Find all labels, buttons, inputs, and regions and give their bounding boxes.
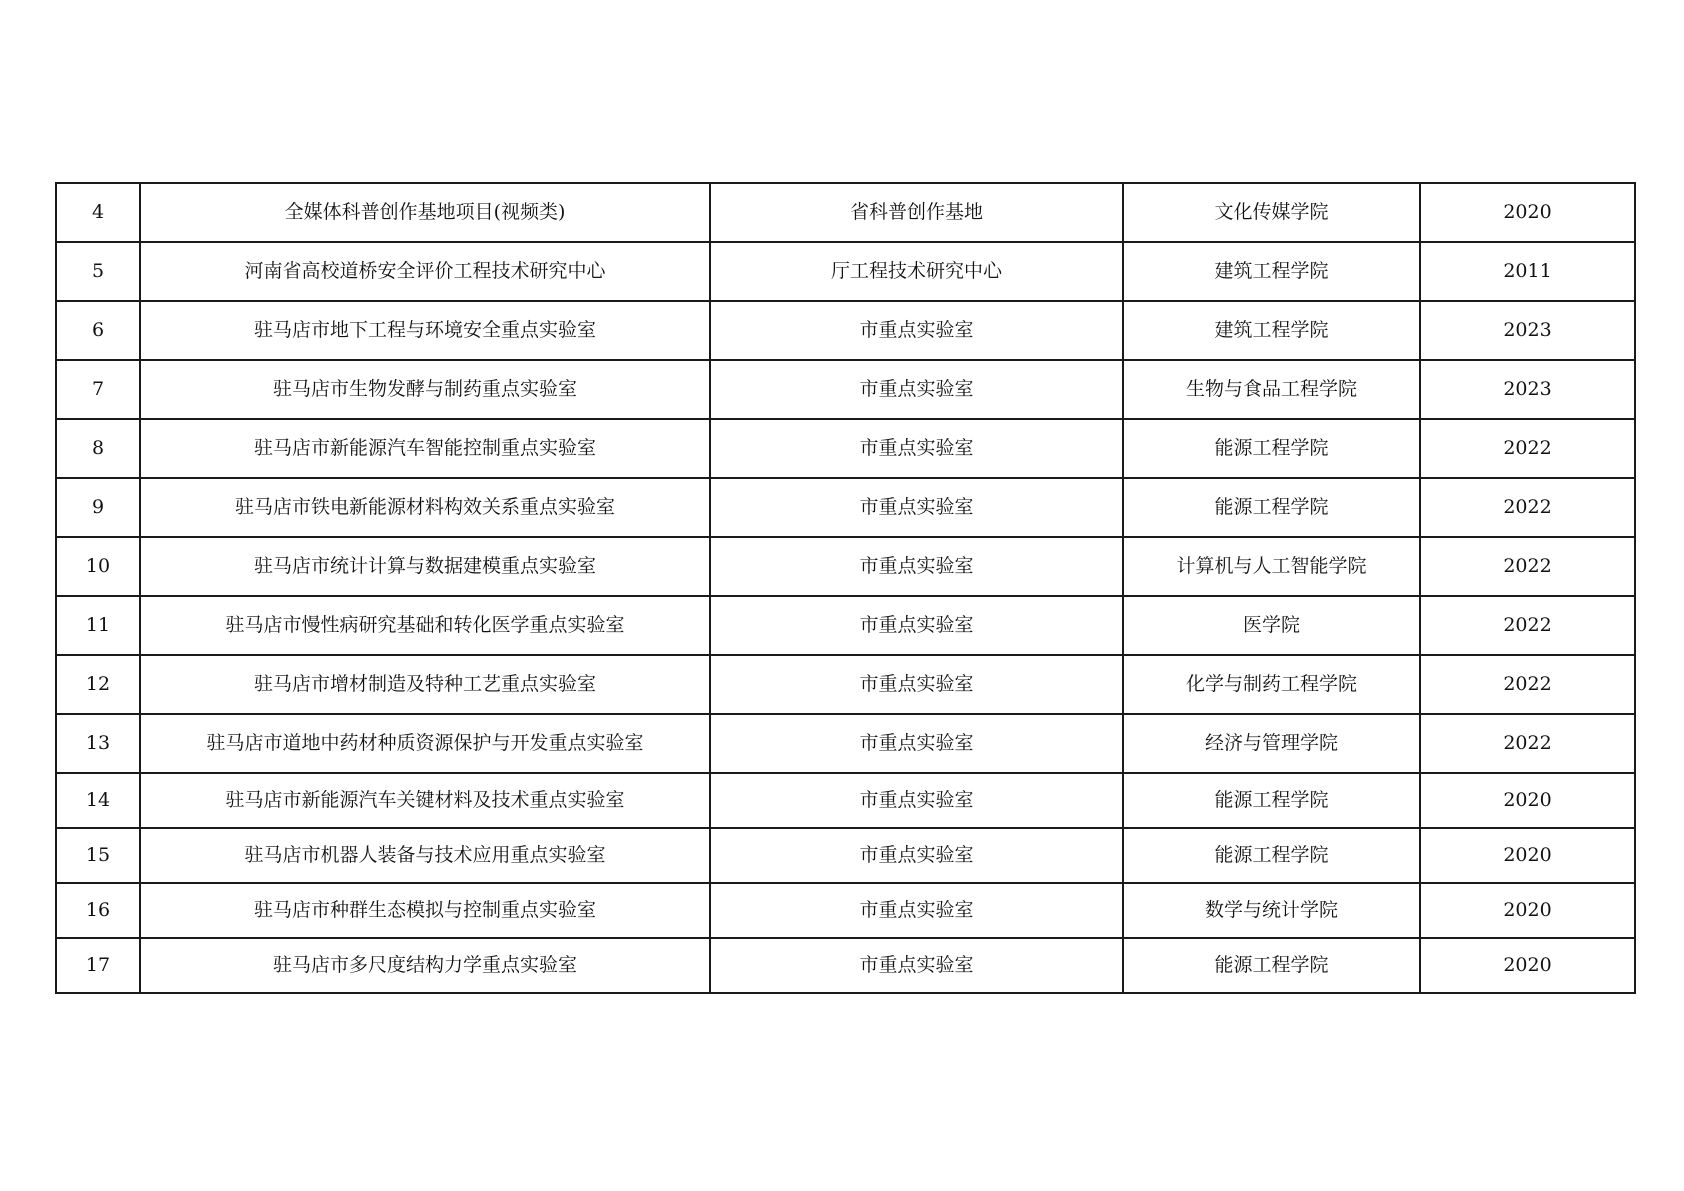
cell-year: 2020 [1420,938,1635,993]
cell-year: 2022 [1420,655,1635,714]
cell-number: 7 [56,360,140,419]
table-row [56,714,1635,773]
cell-name: 驻马店市生物发酵与制药重点实验室 [140,360,710,419]
cell-college: 建筑工程学院 [1123,242,1420,301]
table-row [56,419,1635,478]
cell-type: 市重点实验室 [710,596,1123,655]
cell-number: 14 [56,773,140,828]
cell-number: 16 [56,883,140,938]
cell-number: 15 [56,828,140,883]
cell-name: 全媒体科普创作基地项目(视频类) [140,183,710,242]
cell-year: 2022 [1420,714,1635,773]
cell-name: 驻马店市增材制造及特种工艺重点实验室 [140,655,710,714]
cell-type: 市重点实验室 [710,360,1123,419]
table-row [56,828,1635,883]
cell-college: 数学与统计学院 [1123,883,1420,938]
cell-college: 文化传媒学院 [1123,183,1420,242]
cell-college: 计算机与人工智能学院 [1123,537,1420,596]
cell-number: 12 [56,655,140,714]
cell-number: 10 [56,537,140,596]
cell-type: 市重点实验室 [710,655,1123,714]
cell-number: 5 [56,242,140,301]
cell-college: 经济与管理学院 [1123,714,1420,773]
cell-type: 省科普创作基地 [710,183,1123,242]
cell-type: 市重点实验室 [710,938,1123,993]
table-row [56,242,1635,301]
table-row [56,596,1635,655]
cell-name: 驻马店市多尺度结构力学重点实验室 [140,938,710,993]
cell-type: 厅工程技术研究中心 [710,242,1123,301]
cell-number: 9 [56,478,140,537]
cell-type: 市重点实验室 [710,883,1123,938]
cell-number: 11 [56,596,140,655]
cell-college: 建筑工程学院 [1123,301,1420,360]
cell-type: 市重点实验室 [710,714,1123,773]
cell-type: 市重点实验室 [710,478,1123,537]
cell-type: 市重点实验室 [710,773,1123,828]
cell-year: 2022 [1420,596,1635,655]
cell-name: 驻马店市铁电新能源材料构效关系重点实验室 [140,478,710,537]
table-row [56,478,1635,537]
cell-type: 市重点实验室 [710,301,1123,360]
cell-college: 化学与制药工程学院 [1123,655,1420,714]
cell-name: 河南省高校道桥安全评价工程技术研究中心 [140,242,710,301]
cell-name: 驻马店市地下工程与环境安全重点实验室 [140,301,710,360]
cell-name: 驻马店市统计计算与数据建模重点实验室 [140,537,710,596]
table-body [56,183,1635,993]
cell-number: 6 [56,301,140,360]
cell-college: 生物与食品工程学院 [1123,360,1420,419]
table-row [56,183,1635,242]
cell-year: 2022 [1420,537,1635,596]
cell-number: 8 [56,419,140,478]
table-row [56,655,1635,714]
table-row [56,301,1635,360]
table-row [56,773,1635,828]
cell-type: 市重点实验室 [710,419,1123,478]
cell-college: 能源工程学院 [1123,773,1420,828]
cell-college: 能源工程学院 [1123,478,1420,537]
cell-college: 能源工程学院 [1123,828,1420,883]
cell-year: 2011 [1420,242,1635,301]
cell-name: 驻马店市种群生态模拟与控制重点实验室 [140,883,710,938]
table-row [56,537,1635,596]
cell-year: 2020 [1420,773,1635,828]
cell-year: 2022 [1420,419,1635,478]
cell-year: 2020 [1420,183,1635,242]
cell-college: 能源工程学院 [1123,938,1420,993]
cell-name: 驻马店市道地中药材种质资源保护与开发重点实验室 [140,714,710,773]
laboratory-table [55,182,1636,994]
cell-year: 2020 [1420,883,1635,938]
cell-college: 医学院 [1123,596,1420,655]
cell-college: 能源工程学院 [1123,419,1420,478]
table-row [56,938,1635,993]
cell-number: 17 [56,938,140,993]
cell-type: 市重点实验室 [710,537,1123,596]
table-row [56,360,1635,419]
cell-name: 驻马店市机器人装备与技术应用重点实验室 [140,828,710,883]
cell-name: 驻马店市慢性病研究基础和转化医学重点实验室 [140,596,710,655]
cell-number: 13 [56,714,140,773]
cell-type: 市重点实验室 [710,828,1123,883]
cell-name: 驻马店市新能源汽车智能控制重点实验室 [140,419,710,478]
cell-year: 2020 [1420,828,1635,883]
cell-year: 2023 [1420,360,1635,419]
cell-year: 2023 [1420,301,1635,360]
cell-number: 4 [56,183,140,242]
table-row [56,883,1635,938]
cell-name: 驻马店市新能源汽车关键材料及技术重点实验室 [140,773,710,828]
cell-year: 2022 [1420,478,1635,537]
